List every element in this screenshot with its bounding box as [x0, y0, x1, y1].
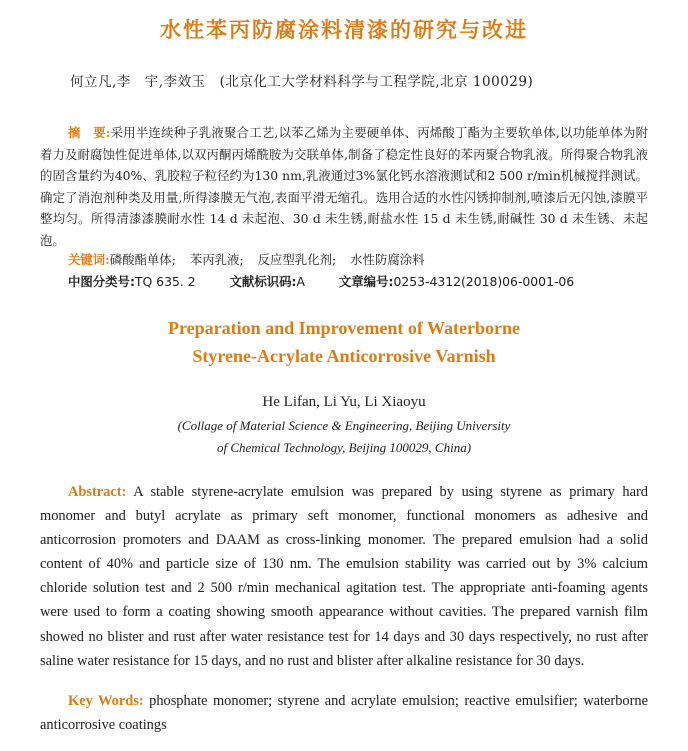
chinese-abstract-label: 摘 要:	[68, 125, 111, 140]
clc-label: 中图分类号:	[68, 274, 135, 289]
article-no-group	[339, 274, 574, 289]
chinese-keywords	[68, 250, 658, 268]
classification-line	[68, 272, 658, 290]
affiliation-line2: of Chemical Technology, Beijing 100029, China)	[216, 440, 472, 455]
english-abstract-label: Abstract:	[68, 484, 127, 500]
chinese-abstract-text: 采用半连续种子乳液聚合工艺,以苯乙烯为主要硬单体、丙烯酸丁酯为主要软单体,以功能单体为附着力及耐腐蚀性促进单体,以双丙酮丙烯酰胺为交联单体,制备了稳定性良好的苯丙聚合物乳液。所得聚合物乳液的固含量约为40%、乳胶粒子粒径约为130 nm,乳液通过3%氯化钙水溶液测试和2 500 r/min机械搅拌测试。确定了消泡剂种类及用量,所得漆膜无气泡,表面平滑无缩孔。选用合适的水性闪锈抑制剂,喷漆后无闪蚀,漆膜平整均匀。所得清漆漆膜耐水性 14 d 未起泡、30 d 未生锈,耐盐水性 15 d 未生锈,耐碱性 30 d 未生锈、未起泡。	[40, 125, 648, 248]
english-affiliation	[0, 415, 688, 459]
chinese-keyword: 苯丙乳液;	[189, 252, 244, 267]
english-abstract	[40, 480, 648, 673]
doc-code-label: 文献标识码:	[229, 274, 297, 289]
chinese-title: 水性苯丙防腐涂料清漆的研究与改进	[160, 18, 528, 42]
chinese-keyword: 水性防腐涂料	[350, 252, 425, 267]
article-no-label: 文章编号:	[338, 274, 394, 289]
english-title-line1: Preparation and Improvement of Waterborne	[168, 318, 520, 338]
english-abstract-text: A stable styrene-acrylate emulsion was prepared by using styrene as primary hard monomer and butyl acrylate as primary seft monomer, functional monomers as adhesive and anticorrosion promoters and DAAM as cross-linking monomer. The prepared emulsion had a solid content of 40% and particle size of 130 nm. The emulsion stability was carried out by 3% calcium chloride solution test and 2 500 r/min mechanical agitation test. The appropriate anti-foaming agents were used to form a coating showing smooth appearance without cavities. The prepared varnish film showed no blister and rust after water resistance test for 14 days and 30 days respectively, no rust after saline water resistance for 15 days, and no rust and blister after alkaline resistance for 30 days.	[40, 484, 648, 669]
english-title-line2: Styrene-Acrylate Anticorrosive Varnish	[192, 346, 496, 366]
doc-code-value: A	[296, 274, 305, 289]
chinese-keyword: 反应型乳化剂;	[257, 252, 337, 267]
english-title	[0, 314, 688, 370]
article-no-value: 0253-4312(2018)06-0001-06	[393, 274, 575, 289]
clc-value: TQ 635. 2	[134, 274, 196, 289]
affiliation-line1: (Collage of Material Science & Engineering, Beijing University	[177, 418, 511, 433]
clc-group	[68, 274, 196, 289]
english-authors: He Lifan, Li Yu, Li Xiaoyu	[262, 394, 426, 410]
chinese-keyword: 磷酸酯单体;	[109, 252, 176, 267]
chinese-abstract	[40, 122, 648, 251]
english-keywords-text: phosphate monomer; styrene and acrylate emulsion; reactive emulsifier; waterborne anticorrosive coatings	[40, 693, 648, 734]
doc-code-group	[230, 274, 305, 289]
chinese-authors: 何立凡,李 宇,李效玉 (北京化工大学材料科学与工程学院,北京 100029)	[70, 74, 534, 90]
english-keywords	[40, 689, 648, 737]
english-keywords-label: Key Words:	[68, 693, 144, 709]
chinese-keywords-label: 关键词:	[68, 252, 110, 267]
